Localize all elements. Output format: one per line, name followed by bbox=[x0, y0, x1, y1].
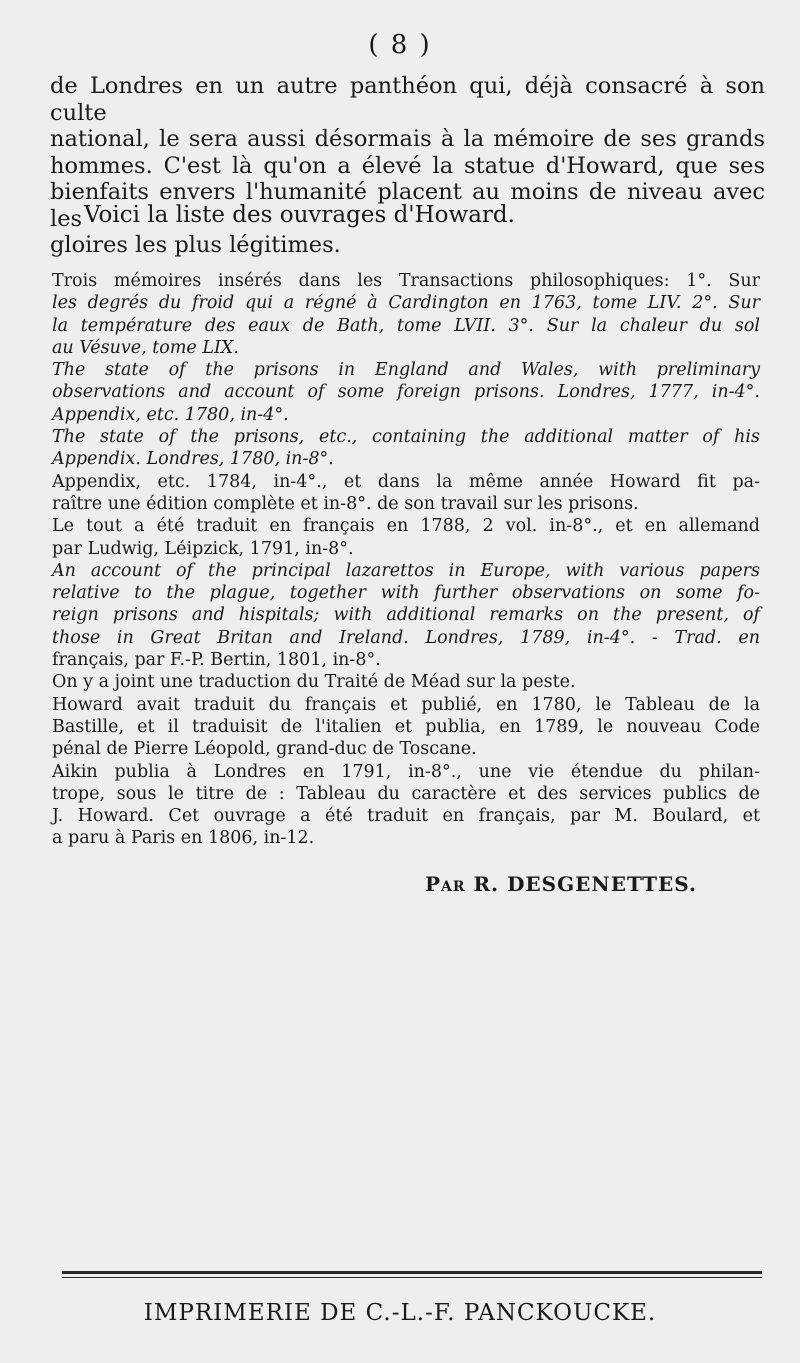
reference-line: On y a joint une traduction du Traité de Méad sur la peste. bbox=[52, 672, 576, 693]
reference-line: les degrés du froid qui a régné à Cardington en 1763, tome LIV. 2°. Sur bbox=[52, 293, 760, 314]
text-line: bienfaits envers l'humanité placent au moins de niveau avec les bbox=[50, 179, 765, 232]
reference-line: Appendix, etc. 1784, in-4°., et dans la même année Howard fit pa- bbox=[52, 471, 760, 492]
reference-line: reign prisons and hispitals; with additional remarks on the present, of bbox=[52, 605, 760, 626]
text-line: de Londres en un autre panthéon qui, déjà consacré à son culte bbox=[50, 73, 765, 126]
reference-line: An account of the principal lazarettos in Europe, with various papers bbox=[52, 560, 760, 581]
reference-line: The state of the prisons in England and Wales, with preliminary bbox=[52, 360, 760, 381]
reference-line: Appendix, etc. 1780, in-4°. bbox=[52, 404, 289, 425]
reference-line: raître une édition complète et in-8°. de son travail sur les prisons. bbox=[52, 493, 639, 514]
reference-line: par Ludwig, Léipzick, 1791, in-8°. bbox=[52, 538, 354, 559]
divider-thick bbox=[62, 1271, 762, 1274]
reference-line: those in Great Britan and Ireland. Londres, 1789, in-4°. - Trad. en bbox=[52, 627, 760, 648]
reference-line: a paru à Paris en 1806, in-12. bbox=[52, 828, 315, 849]
signature-name: R. DESGENETTES. bbox=[473, 872, 697, 896]
reference-line: relative to the plague, together with further observations on some fo- bbox=[52, 583, 760, 604]
reference-line: Le tout a été traduit en français en 1788, 2 vol. in-8°., et en allemand bbox=[52, 516, 760, 537]
reference-line: au Vésuve, tome LIX. bbox=[52, 337, 239, 358]
text-line: gloires les plus légitimes. bbox=[50, 232, 341, 258]
divider-thin bbox=[62, 1277, 762, 1278]
reference-line: Bastille, et il traduisit de l'italien et publia, en 1789, le nouveau Code bbox=[52, 716, 760, 737]
reference-line: la température des eaux de Bath, tome LVII. 3°. Sur la chaleur du sol bbox=[52, 315, 760, 336]
page-number: ( 8 ) bbox=[368, 30, 432, 60]
reference-line: The state of the prisons, etc., containing the additional matter of his bbox=[52, 427, 760, 448]
reference-line: français, par F.-P. Bertin, 1801, in-8°. bbox=[52, 650, 381, 671]
reference-line: observations and account of some foreign prisons. Londres, 1777, in-4°. bbox=[52, 382, 760, 403]
signature-prefix: Par bbox=[425, 872, 466, 896]
intro-paragraph bbox=[50, 73, 765, 259]
printer-imprint: IMPRIMERIE DE C.-L.-F. PANCKOUCKE. bbox=[143, 1300, 657, 1326]
reference-line: Appendix. Londres, 1780, in-8°. bbox=[52, 449, 334, 470]
list-heading: Voici la liste des ouvrages d'Howard. bbox=[84, 202, 515, 228]
reference-line: Howard avait traduit du français et publié, en 1780, le Tableau de la bbox=[52, 694, 760, 715]
reference-line: trope, sous le titre de : Tableau du caractère et des services publics de bbox=[52, 783, 760, 804]
reference-line: J. Howard. Cet ouvrage a été traduit en français, par M. Boulard, et bbox=[52, 806, 760, 827]
reference-line: Aikin publia à Londres en 1791, in-8°., une vie étendue du philan- bbox=[52, 761, 760, 782]
signature bbox=[425, 872, 697, 896]
reference-line: Trois mémoires insérés dans les Transactions philosophiques: 1°. Sur bbox=[52, 271, 760, 291]
text-line: hommes. C'est là qu'on a élevé la statue d'Howard, que ses bbox=[50, 152, 765, 179]
bibliography-list bbox=[52, 270, 760, 850]
text-line: national, le sera aussi désormais à la mémoire de ses grands bbox=[50, 126, 765, 152]
reference-line: pénal de Pierre Léopold, grand-duc de Toscane. bbox=[52, 739, 477, 760]
